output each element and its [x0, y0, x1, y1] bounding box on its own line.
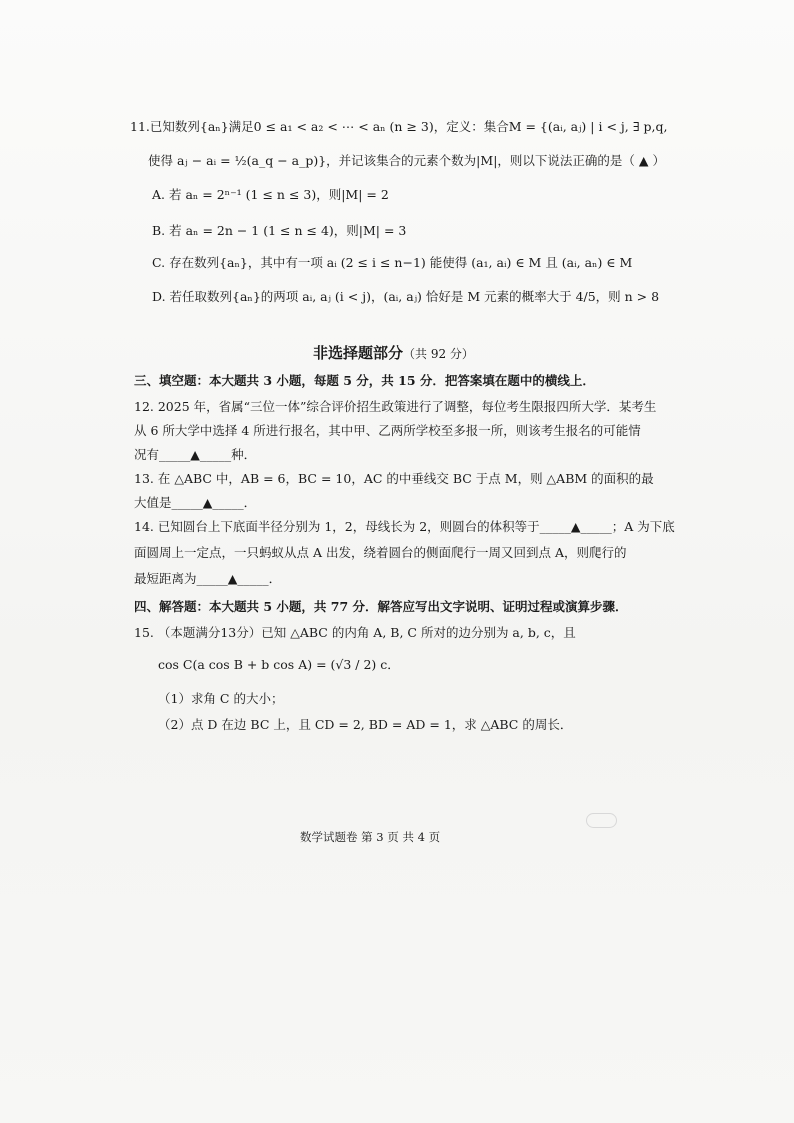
q12-line3: 况有_____▲_____种． [134, 447, 257, 462]
q15-part1: （1）求角 C 的大小； [158, 691, 284, 706]
q11-option-d: D. 若任取数列{aₙ}的两项 aᵢ, aⱼ (i < j)，(aᵢ, aⱼ) 恰好是 M 元素的概率大于 4/5，则 n > 8 [152, 289, 660, 304]
q11-option-a: A. 若 aₙ = 2ⁿ⁻¹ (1 ≤ n ≤ 3)，则|M| = 2 [152, 187, 389, 202]
section-heading [313, 342, 474, 363]
q11-stem-line2: 使得 aⱼ − aᵢ = ½(a_q − a_p)}，并记该集合的元素个数为|M|，则以下说法正确的是（ ▲ ） [148, 153, 665, 168]
q12-line2: 从 6 所大学中选择 4 所进行报名，其中甲、乙两所学校至多报一所，则该考生报名的可能情 [134, 423, 641, 438]
q11-option-b: B. 若 aₙ = 2n − 1 (1 ≤ n ≤ 4)，则|M| = 3 [152, 223, 407, 238]
q15-formula: cos C(a cos B + b cos A) = (√3 / 2) c． [158, 657, 400, 672]
q14-line2: 面圆周上一定点，一只蚂蚁从点 A 出发，绕着圆台的侧面爬行一周又回到点 A，则爬行的 [134, 545, 627, 560]
q12-line1: 12. 2025 年，省属“三位一体”综合评价招生政策进行了调整，每位考生限报四所大学．某考生 [134, 399, 657, 414]
watermark-logo [586, 813, 617, 828]
exam-content [118, 95, 675, 855]
page-footer: 数学试题卷 第 3 页 共 4 页 [300, 830, 441, 844]
fill-blank-header: 三、填空题：本大题共 3 小题，每题 5 分，共 15 分．把答案填在题中的横线上． [134, 373, 595, 388]
q13-line2: 大值是_____▲_____． [134, 495, 257, 510]
q13-line1: 13. 在 △ABC 中，AB = 6，BC = 10，AC 的中垂线交 BC 于点 M，则 △ABM 的面积的最 [134, 471, 654, 486]
q11-stem-line1: 11.已知数列{aₙ}满足0 ≤ a₁ < a₂ < ⋯ < aₙ (n ≥ 3)，定义：集合M = {(aᵢ, aⱼ) | i < j, ∃ p,q, [130, 119, 668, 134]
q14-line1: 14. 已知圆台上下底面半径分别为 1，2，母线长为 2，则圆台的体积等于_____▲_____；A 为下底 [134, 519, 675, 534]
q11-option-c: C. 存在数列{aₙ}，其中有一项 aᵢ (2 ≤ i ≤ n−1) 能使得 (a₁, aᵢ) ∈ M 且 (aᵢ, aₙ) ∈ M [152, 255, 633, 270]
section-title: 非选择题部分 [313, 344, 404, 362]
q14-line3: 最短距离为_____▲_____． [134, 571, 282, 586]
q15-part2: （2）点 D 在边 BC 上，且 CD = 2, BD = AD = 1，求 △ABC 的周长． [158, 717, 573, 732]
q15-line1: 15. （本题满分13分）已知 △ABC 的内角 A, B, C 所对的边分别为 a, b, c，且 [134, 625, 576, 640]
solve-header: 四、解答题：本大题共 5 小题，共 77 分．解答应写出文字说明、证明过程或演算步骤． [134, 599, 628, 614]
section-score: （共 92 分） [403, 347, 474, 361]
